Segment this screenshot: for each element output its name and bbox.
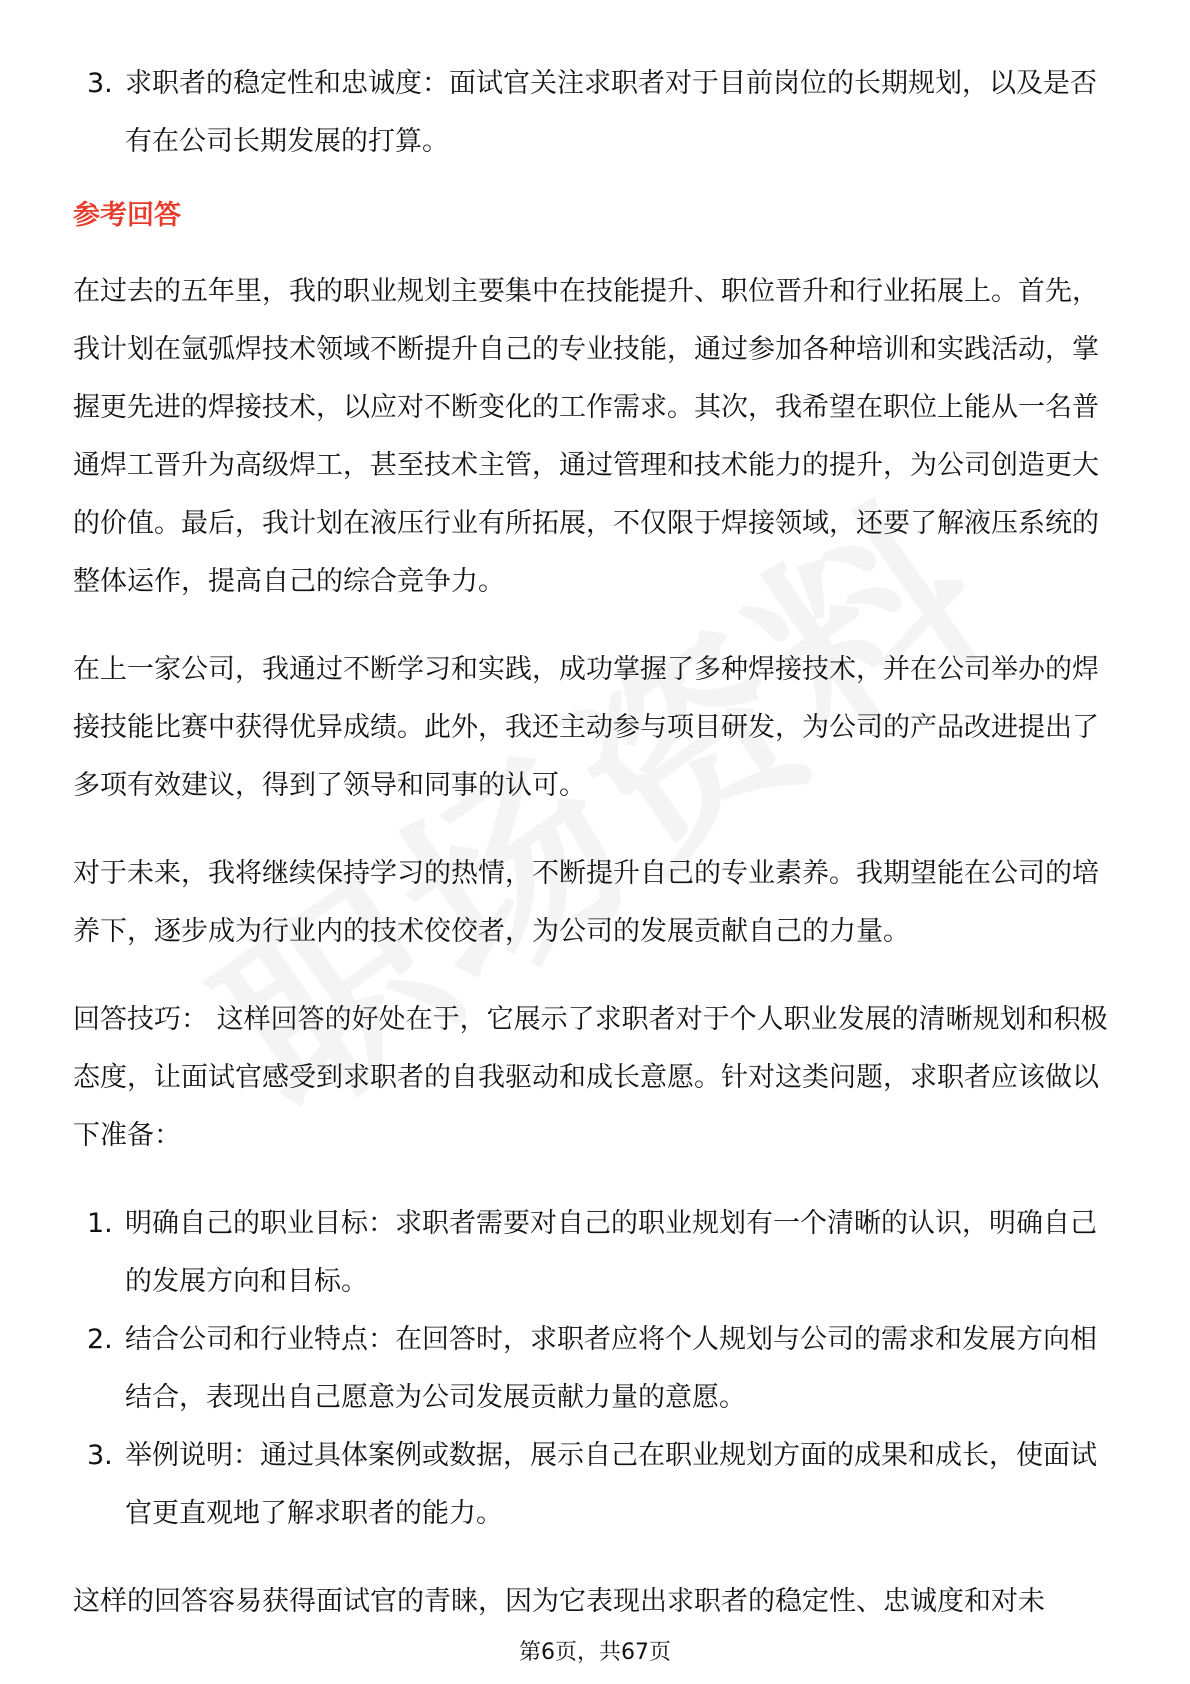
list-item-text: 求职者的稳定性和忠诚度：面试官关注求职者对于目前岗位的长期规划，以及是否有在公司长期发展的打算。 (125, 68, 1097, 157)
list-item-text: 举例说明：通过具体案例或数据，展示自己在职业规划方面的成果和成长，使面试官更直观地了解求职者的能力。 (125, 1440, 1097, 1529)
list-item (73, 55, 1123, 171)
list-item (73, 1427, 1123, 1543)
page-content (73, 55, 1123, 1661)
section-heading: 参考回答 (73, 200, 181, 231)
list-item (73, 1195, 1123, 1311)
list-item-text: 结合公司和行业特点：在回答时，求职者应将个人规划与公司的需求和发展方向相结合，表现出自己愿意为公司发展贡献力量的意愿。 (125, 1324, 1097, 1413)
tips-intro-paragraph: 回答技巧： 这样回答的好处在于，它展示了求职者对于个人职业发展的清晰规划和积极态度，让面试官感受到求职者的自我驱动和成长意愿。针对这类问题，求职者应该做以下准备： (73, 1004, 1108, 1151)
list-item-number: 3. (87, 68, 113, 99)
answer-paragraph: 对于未来，我将继续保持学习的热情，不断提升自己的专业素养。我期望能在公司的培养下，逐步成为行业内的技术佼佼者，为公司的发展贡献自己的力量。 (73, 858, 1099, 947)
answer-paragraph: 在上一家公司，我通过不断学习和实践，成功掌握了多种焊接技术，并在公司举办的焊接技能比赛中获得优异成绩。此外，我还主动参与项目研发，为公司的产品改进提出了多项有效建议，得到了领导和同事的认可。 (73, 654, 1099, 801)
list-item (73, 1311, 1123, 1427)
list-item-number: 2. (87, 1324, 113, 1355)
closing-paragraph: 这样的回答容易获得面试官的青睐，因为它表现出求职者的稳定性、忠诚度和对未 (73, 1586, 1045, 1617)
list-item-number: 1. (87, 1208, 113, 1239)
criteria-list (73, 55, 1123, 171)
answer-paragraph: 在过去的五年里，我的职业规划主要集中在技能提升、职位晋升和行业拓展上。首先，我计划在氩弧焊技术领域不断提升自己的专业技能，通过参加各种培训和实践活动，掌握更先进的焊接技术，以应对不断变化的工作需求。其次，我希望在职位上能从一名普通焊工晋升为高级焊工，甚至技术主管，通过管理和技术能力的提升，为公司创造更大的价值。最后，我计划在液压行业有所拓展，不仅限于焊接领域，还要了解液压系统的整体运作，提高自己的综合竞争力。 (73, 276, 1099, 597)
page-number: 第6页，共67页 (519, 1640, 671, 1665)
tips-list (73, 1195, 1123, 1543)
list-item-text: 明确自己的职业目标：求职者需要对自己的职业规划有一个清晰的认识，明确自己的发展方向和目标。 (125, 1208, 1097, 1297)
list-item-number: 3. (87, 1440, 113, 1471)
